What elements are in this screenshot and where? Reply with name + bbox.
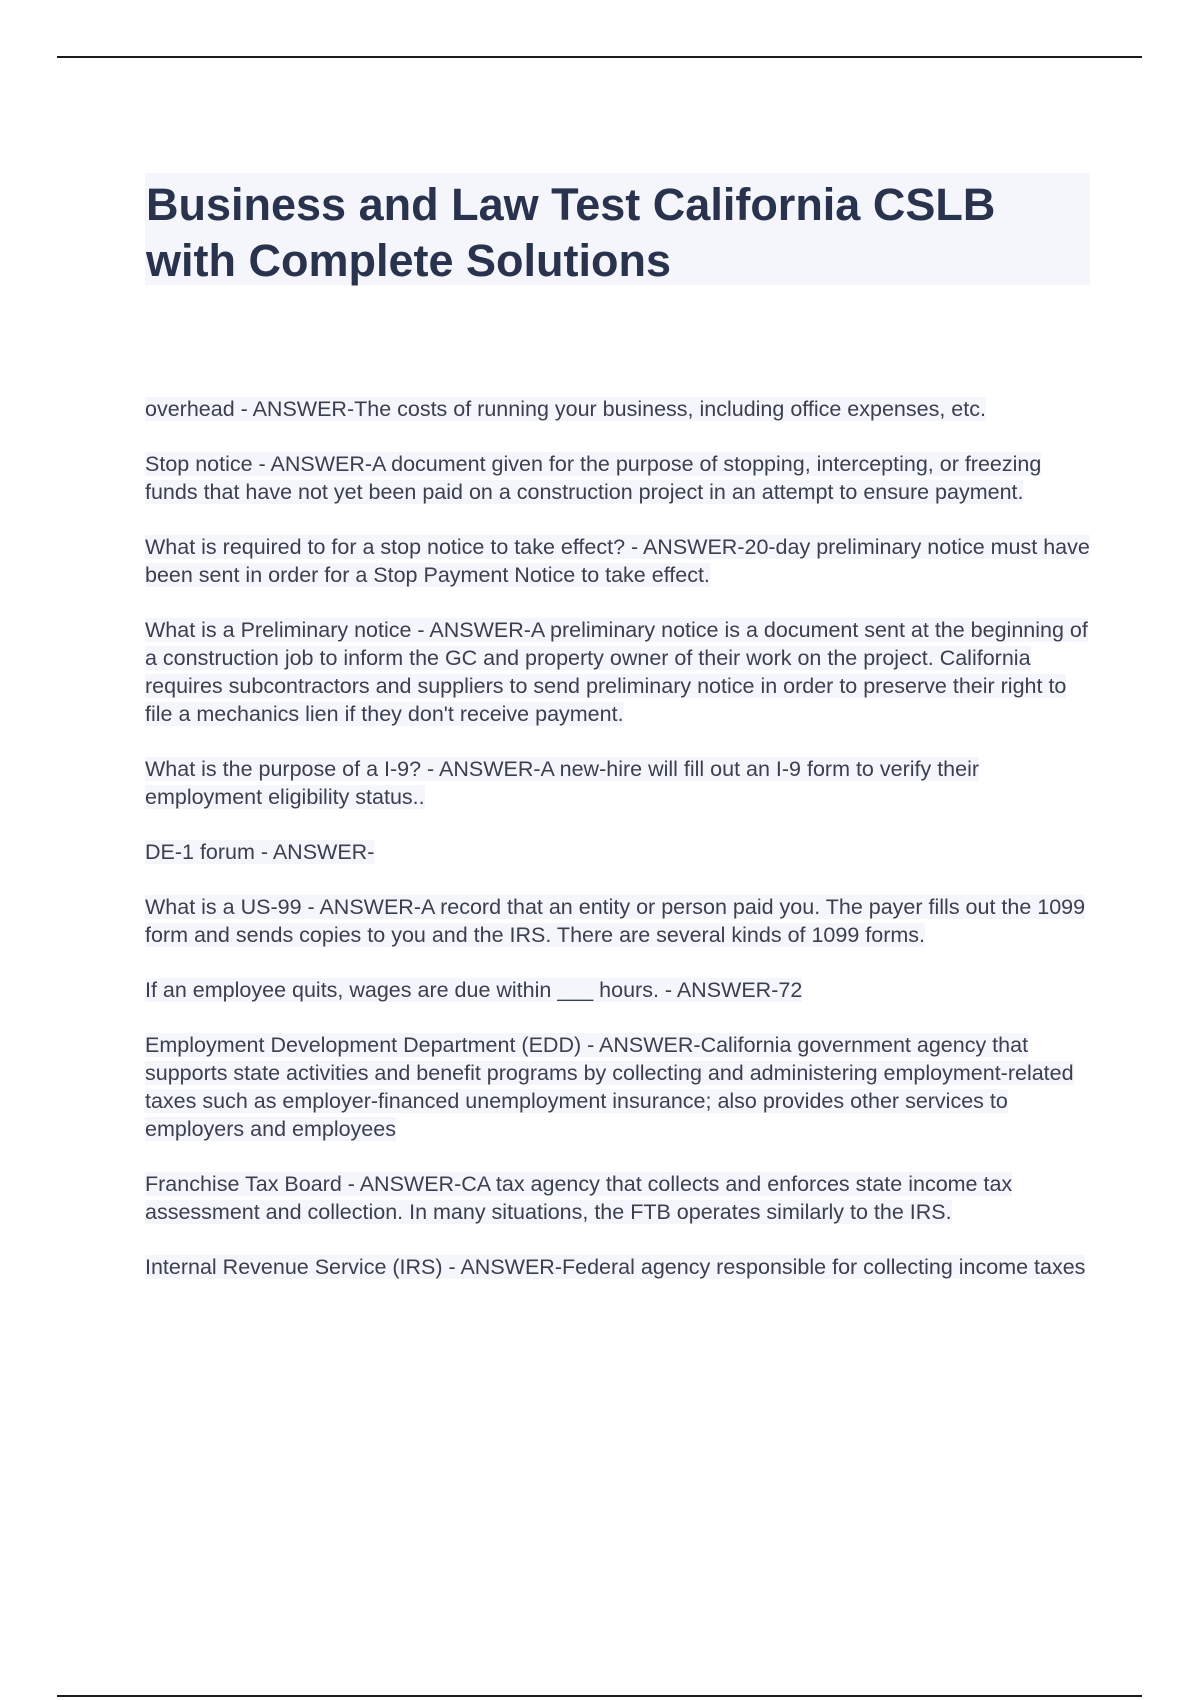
bottom-rule: [57, 1695, 1142, 1697]
title-block: [145, 173, 1090, 285]
qa-entry-edd: Employment Development Department (EDD) - ANSWER-California government agency that supports state activities and benefit programs by collecting and administering employment-related taxes such as employer-financed unemployment insurance; also provides other services to employers and employees: [145, 1033, 1074, 1141]
qa-entry-preliminary-notice: What is a Preliminary notice - ANSWER-A preliminary notice is a document sent at the beginning of a construction job to inform the GC and property owner of their work on the project. California requires subcontractors and suppliers to send preliminary notice in order to preserve their right to file a mechanics lien if they don't receive payment.: [145, 618, 1088, 726]
qa-entry-wages-due: If an employee quits, wages are due within ___ hours. - ANSWER-72: [145, 978, 803, 1002]
qa-entry-stop-notice-requirement: What is required to for a stop notice to take effect? - ANSWER-20-day preliminary notice must have been sent in order for a Stop Payment Notice to take effect.: [145, 535, 1090, 587]
document-title: Business and Law Test California CSLB with Complete Solutions: [146, 179, 996, 286]
qa-list: [145, 395, 1090, 1308]
qa-entry-us99: What is a US-99 - ANSWER-A record that an entity or person paid you. The payer fills out the 1099 form and sends copies to you and the IRS. There are several kinds of 1099 forms.: [145, 895, 1086, 947]
qa-entry-ftb: Franchise Tax Board - ANSWER-CA tax agency that collects and enforces state income tax assessment and collection. In many situations, the FTB operates similarly to the IRS.: [145, 1172, 1013, 1224]
qa-entry-i9: What is the purpose of a I-9? - ANSWER-A new-hire will fill out an I-9 form to verify their employment eligibility status..: [145, 757, 980, 809]
qa-entry-overhead: overhead - ANSWER-The costs of running your business, including office expenses, etc.: [145, 397, 986, 421]
qa-entry-de1: DE-1 forum - ANSWER-: [145, 840, 375, 864]
qa-entry-irs: Internal Revenue Service (IRS) - ANSWER-Federal agency responsible for collecting income taxes: [145, 1255, 1086, 1279]
top-rule: [57, 56, 1142, 58]
qa-entry-stop-notice: Stop notice - ANSWER-A document given for the purpose of stopping, intercepting, or freezing funds that have not yet been paid on a construction project in an attempt to ensure payment.: [145, 452, 1042, 504]
